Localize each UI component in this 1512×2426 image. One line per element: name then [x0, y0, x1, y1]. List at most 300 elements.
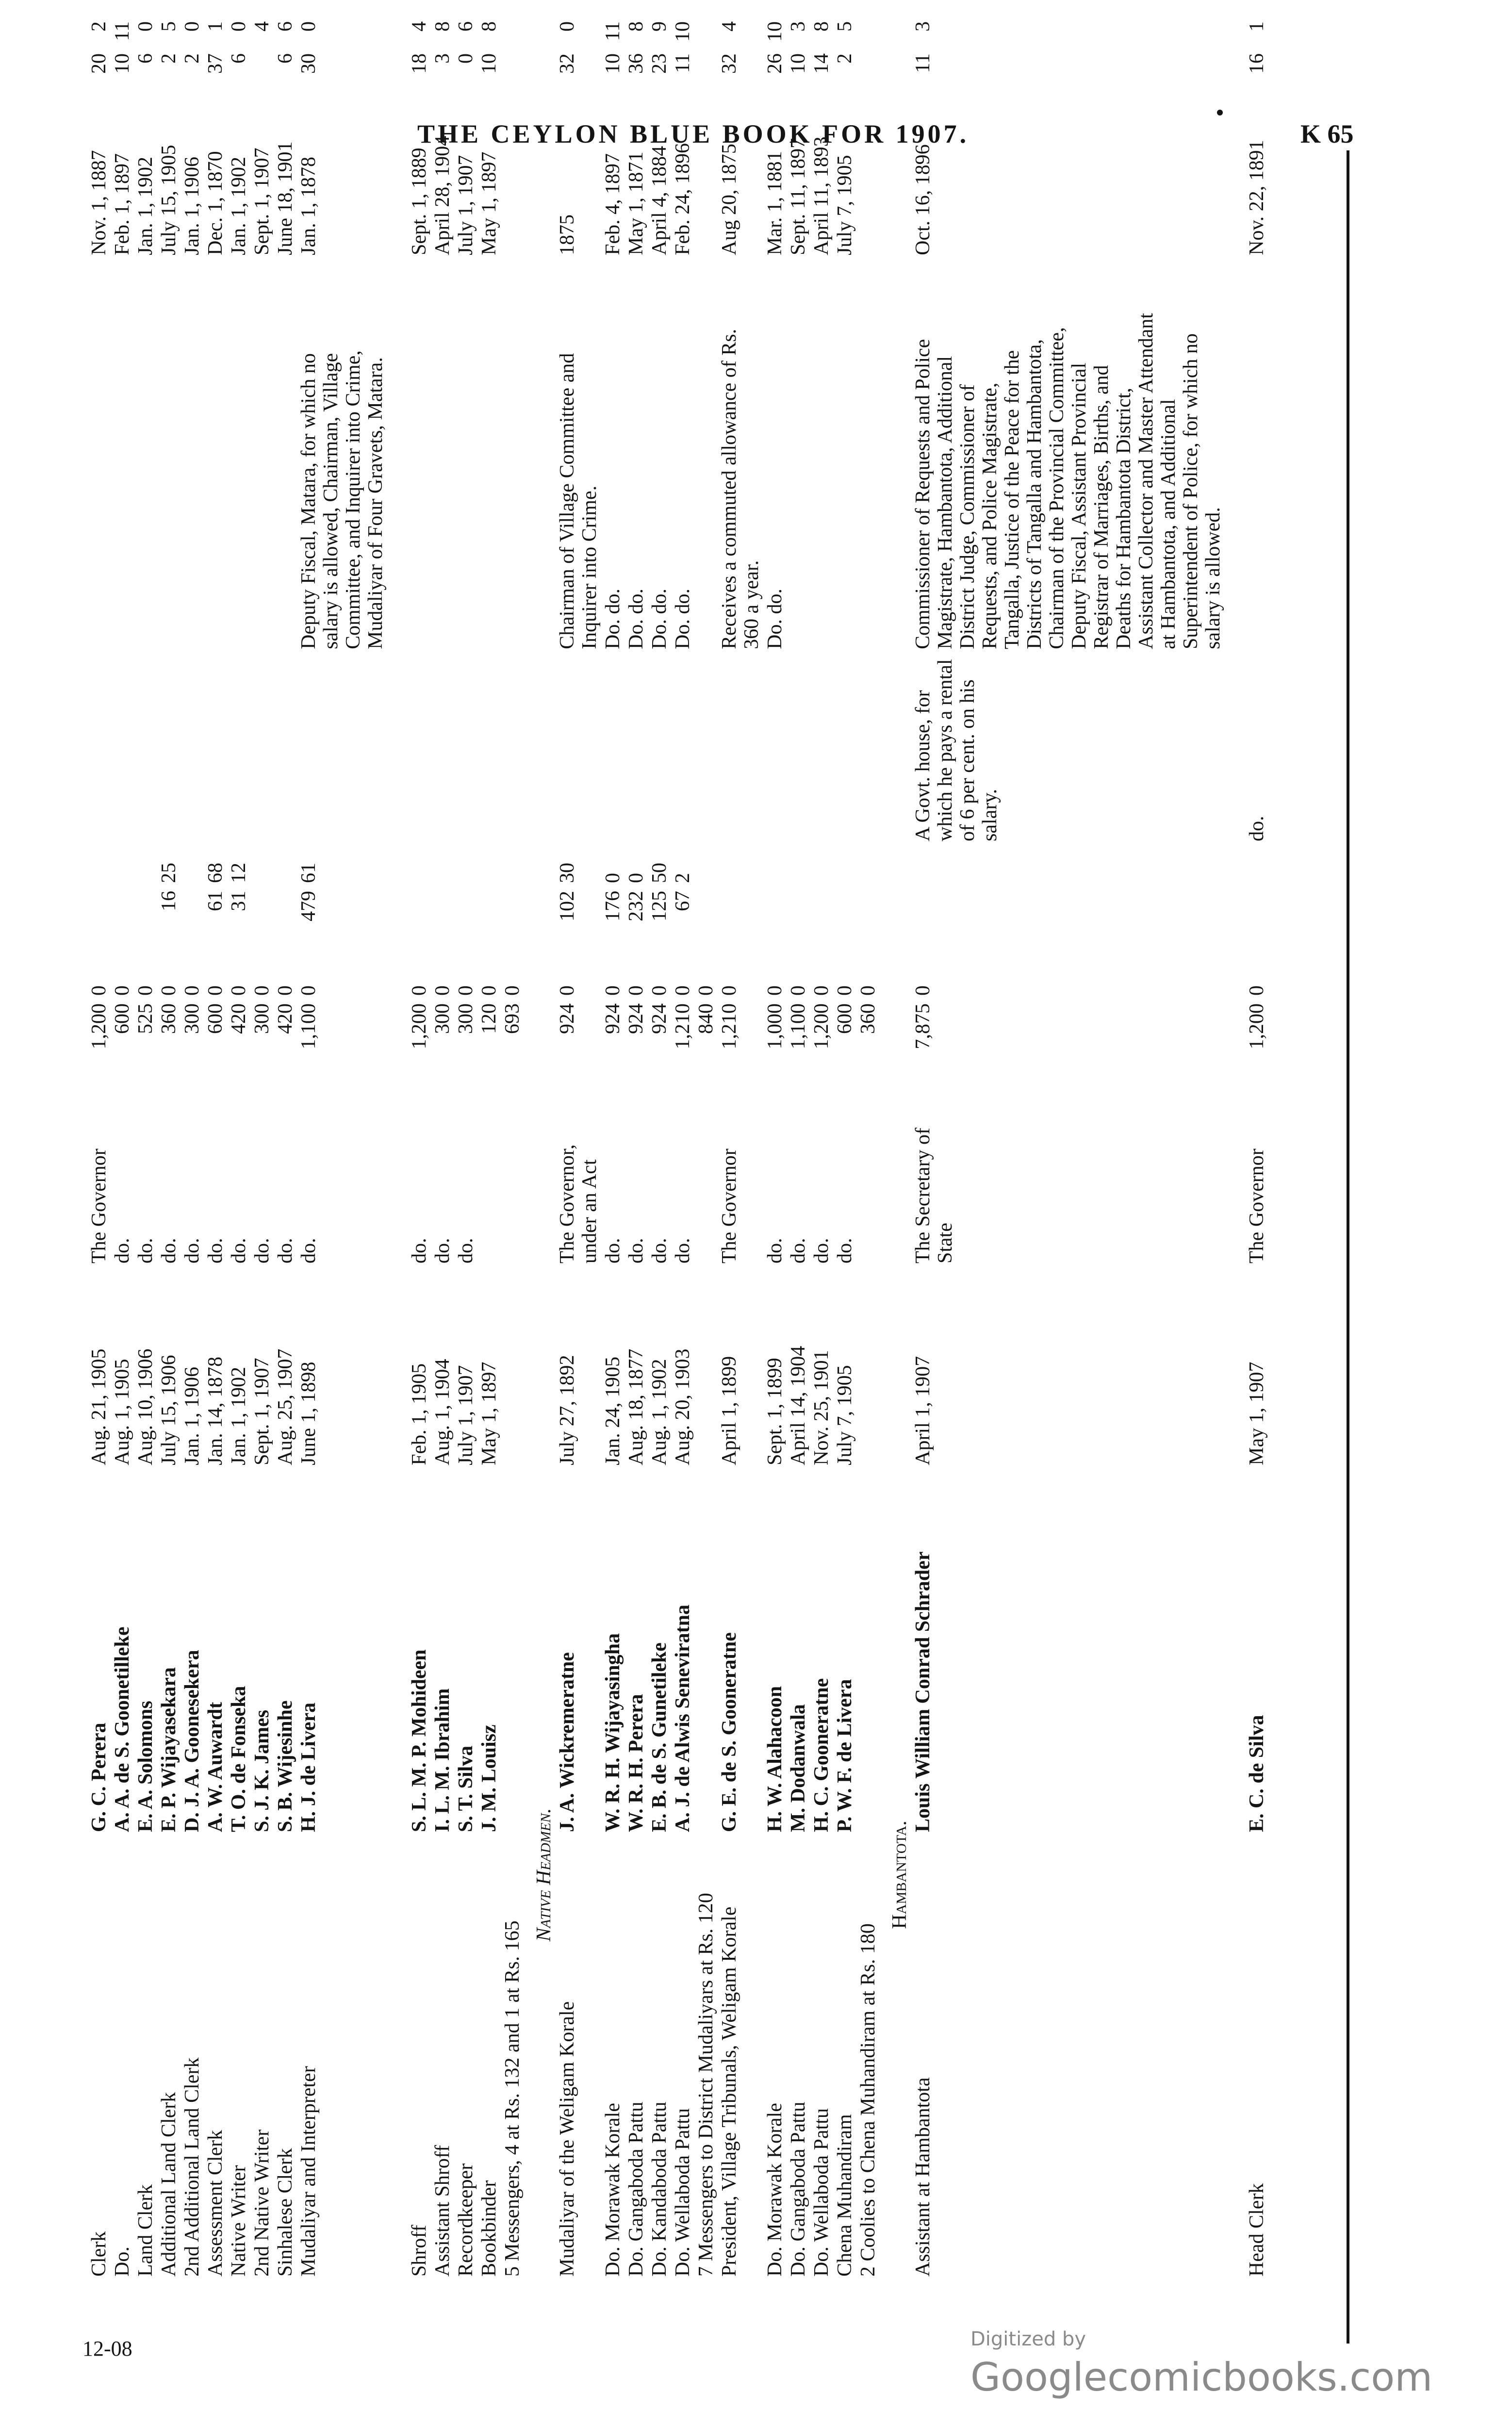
cell-other [763, 653, 787, 845]
cell-ry [856, 49, 880, 91]
cell-cs: 0 [158, 985, 180, 996]
cell-rs: 420 [274, 1003, 296, 1034]
cell-dots [1245, 259, 1268, 306]
cell-dots [87, 259, 111, 306]
table-row [431, 17, 454, 2280]
cell-first: June 18, 1901 [274, 141, 296, 255]
cell-note [856, 306, 880, 653]
cell-cs2: 68 [204, 863, 227, 883]
cell-office: Assistant at Hambantota [912, 2077, 934, 2277]
cell-note: Do. do. [764, 589, 786, 649]
cell-office: Assistant Shroff [431, 2145, 454, 2277]
table-row [1225, 17, 1245, 2280]
cell-name: P. W. F. de Livera [834, 1679, 856, 1832]
section-filler [524, 17, 556, 1469]
cell-rs2 [810, 887, 833, 958]
cell-name: G. C. Perera [88, 1722, 110, 1832]
cell-by: do. [431, 1238, 454, 1263]
cell-cs: 0 [274, 985, 296, 996]
cell-cs: 0 [718, 985, 740, 996]
cell-note: Do. do. [672, 589, 694, 649]
cell-office: Bookbinder [478, 2180, 500, 2277]
cell-cs2 [134, 845, 157, 887]
cell-rs: 600 [111, 1003, 133, 1034]
cell-appt: Aug. 1, 1902 [648, 1359, 671, 1465]
cell-office: 2nd Additional Land Clerk [181, 2057, 203, 2277]
cell-other [274, 653, 297, 845]
cell-rs: 1,100 [297, 1003, 320, 1049]
cell-rs2 [501, 887, 524, 958]
cell-appt: Aug. 1, 1904 [431, 1359, 454, 1465]
cell-office: Mudaliyar and Interpreter [297, 2066, 320, 2277]
cell-first: Jan. 1, 1906 [181, 157, 203, 255]
cell-office: Assessment Clerk [204, 2130, 227, 2277]
cell-other [87, 653, 111, 845]
cell-rs2 [833, 887, 856, 958]
cell-name [501, 1469, 524, 1836]
cell-cs2 [810, 845, 833, 887]
cell-by: do. [764, 1238, 786, 1263]
cell-rm: 0 [556, 21, 578, 32]
cell-ry: 10 [787, 53, 809, 74]
cell-name: S. J. K. James [251, 1710, 273, 1832]
watermark [970, 2310, 1512, 2400]
table-row [111, 17, 134, 2280]
cell-rm: 10 [764, 21, 786, 42]
cell-rs: 924 [602, 1003, 624, 1034]
row-spacer [387, 17, 408, 2280]
cell-first [501, 91, 524, 259]
cell-dots [501, 259, 524, 306]
staff-table-body [87, 17, 1268, 2280]
cell-by: The Secretary of State [912, 1128, 956, 1263]
cell-name: D. J. A. Goonesekera [181, 1650, 203, 1832]
watermark-mark: Google [970, 2355, 1108, 2400]
cell-by: do. [158, 1238, 180, 1263]
cell-rs: 1,210 [718, 1003, 740, 1049]
section-heading: Hambantota. [888, 1820, 911, 1929]
cell-office: 2 Coolies to Chena Muhandiram at Rs. 180 [857, 1923, 879, 2277]
cell-note [694, 306, 718, 653]
cell-name: Louis William Conrad Schrader [912, 1551, 934, 1832]
cell-other [181, 653, 204, 845]
cell-cs: 0 [625, 985, 647, 996]
cell-cs2: 50 [648, 863, 671, 883]
cell-appt: Aug. 21, 1905 [88, 1348, 110, 1465]
cell-dots [274, 259, 297, 306]
watermark-prefix: Digitized by [970, 2328, 1086, 2350]
cell-rs2: 16 [158, 891, 180, 911]
table-row [625, 17, 648, 2280]
cell-dots [181, 259, 204, 306]
cell-ry: 26 [764, 53, 786, 74]
cell-dots [601, 259, 625, 306]
cell-rm: 5 [834, 21, 856, 32]
cell-rm: 0 [297, 21, 320, 32]
cell-note [204, 306, 227, 653]
cell-by: do. [204, 1238, 227, 1263]
cell-cs: 0 [602, 985, 624, 996]
cell-ry: 11 [672, 53, 694, 73]
cell-rs: 924 [648, 1003, 671, 1034]
cell-by: do. [228, 1238, 250, 1263]
cell-appt: July 27, 1892 [556, 1355, 578, 1465]
cell-other [601, 653, 625, 845]
cell-cs2 [763, 845, 787, 887]
cell-rs: 420 [228, 1003, 250, 1034]
cell-first: Oct. 16, 1896 [912, 144, 934, 255]
cell-office: Do. Gangaboda Pattu [625, 2101, 647, 2277]
cell-rs: 300 [181, 1003, 203, 1034]
cell-other [625, 653, 648, 845]
cell-dots [477, 259, 501, 306]
table-row [87, 17, 111, 2280]
cell-cs: 0 [501, 985, 524, 996]
cell-ry: 10 [111, 53, 133, 74]
cell-cs2 [856, 845, 880, 887]
cell-first: Jan. 1, 1878 [297, 157, 320, 255]
cell-cs2 [250, 845, 274, 887]
table-row [833, 17, 856, 2280]
cell-rs: 120 [478, 1003, 500, 1034]
cell-dots [431, 259, 454, 306]
cell-cs: 0 [181, 985, 203, 996]
cell-ry: 20 [88, 53, 110, 74]
cell-by: do. [834, 1238, 856, 1263]
cell-appt: Nov. 25, 1901 [810, 1350, 833, 1465]
cell-rs2: 31 [228, 891, 250, 911]
cell-note [87, 306, 111, 653]
cell-first: Jan. 1, 1902 [134, 157, 157, 255]
cell-rs2 [718, 887, 763, 958]
cell-appt: Aug. 20, 1903 [672, 1348, 694, 1465]
cell-rs: 7,875 [912, 1003, 934, 1049]
cell-dots [763, 259, 787, 306]
cell-ry: 10 [602, 53, 624, 74]
cell-cs: 0 [478, 985, 500, 996]
table-row [911, 17, 1225, 2280]
cell-cs2: 0 [602, 873, 624, 883]
cell-rs: 1,100 [787, 1003, 809, 1049]
cell-other [856, 653, 880, 845]
cell-by: do. [111, 1238, 133, 1263]
cell-appt: May 1, 1897 [478, 1361, 500, 1465]
cell-ry: 6 [274, 53, 296, 64]
cell-cs: 0 [764, 985, 786, 996]
cell-rm: 0 [134, 21, 157, 32]
cell-cs2: 12 [228, 863, 250, 883]
cell-appt: April 14, 1904 [787, 1345, 809, 1465]
cell-cs2 [1245, 845, 1268, 887]
cell-rm: 0 [181, 21, 203, 32]
cell-office: 2nd Native Writer [251, 2129, 273, 2277]
cell-appt: Sept. 1, 1899 [764, 1358, 786, 1465]
cell-appt: Aug. 10, 1906 [134, 1348, 157, 1465]
cell-first: Sept. 1, 1889 [408, 148, 430, 255]
cell-appt: June 1, 1898 [297, 1361, 320, 1465]
cell-note [134, 306, 157, 653]
cell-dots [911, 259, 1225, 306]
cell-ry: 14 [810, 53, 833, 74]
cell-appt: July 7, 1905 [834, 1365, 856, 1465]
cell-office: Recordkeeper [455, 2163, 477, 2277]
section-heading: Native Headmen. [533, 1808, 555, 1942]
cell-appt: July 15, 1906 [158, 1355, 180, 1465]
table-row [454, 17, 477, 2280]
cell-appt: Aug. 1, 1905 [111, 1359, 133, 1465]
cell-ry: 2 [834, 53, 856, 64]
cell-office: Additional Land Clerk [158, 2092, 180, 2277]
cell-first: May 1, 1871 [625, 151, 647, 255]
cell-cs: 0 [251, 985, 273, 996]
cell-dots [250, 259, 274, 306]
cell-other [556, 653, 601, 845]
cell-by: do. [455, 1238, 477, 1263]
cell-cs: 0 [1246, 985, 1268, 996]
table-row [408, 17, 431, 2280]
cell-first: Dec. 1, 1870 [204, 151, 227, 255]
cell-cs: 0 [648, 985, 671, 996]
table-row [810, 17, 833, 2280]
table-row [694, 17, 718, 2280]
cell-cs2 [111, 845, 134, 887]
cell-name [856, 1469, 880, 1836]
cell-rs: 1,000 [764, 1003, 786, 1049]
cell-by: The Governor, under an Act [556, 1144, 601, 1263]
table-row [763, 17, 787, 2280]
cell-cs2 [718, 845, 763, 887]
cell-name: H. W. Alahacoon [764, 1686, 786, 1832]
cell-by [694, 1099, 718, 1267]
cell-cs2 [408, 845, 431, 887]
cell-ry: 23 [648, 53, 671, 74]
cell-office: Do. Morawak Korale [602, 2102, 624, 2277]
cell-cs: 0 [912, 985, 934, 996]
cell-other [157, 653, 181, 845]
cell-other [477, 653, 501, 845]
cell-name: J. M. Louisz [478, 1724, 500, 1832]
cell-ry: 37 [204, 53, 227, 74]
cell-appt: Jan. 1, 1906 [181, 1367, 203, 1465]
cell-by [477, 1099, 501, 1267]
table-row [880, 17, 911, 2280]
cell-dots [810, 259, 833, 306]
cell-rs2 [911, 887, 1225, 958]
cell-other [648, 653, 671, 845]
cell-rs2: 176 [602, 891, 624, 921]
cell-name: H. J. de Livera [297, 1702, 320, 1832]
cell-cs2 [431, 845, 454, 887]
cell-first: Feb. 4, 1897 [602, 153, 624, 255]
cell-office: Chena Muhandiram [834, 2114, 856, 2277]
cell-ry: 0 [455, 53, 477, 64]
cell-note: Commissioner of Requests and Police Magistrate, Hambantota, Additional District Judge, Commissioner of Requests, and Police Magistrate, Tangalla, Justice of the Peace for the Districts of Tangalla and Hambantota, Chairman of the Provincial Committee, Deputy Fiscal, Assistant Provincial Registrar of Marriages, Births, and Deaths for Hambantota District, Assistant Collector and Master Attendant at Hambantota, and Additional Superintendent of Police, for which no salary is allowed. [912, 313, 1224, 649]
cell-cs2: 2 [672, 873, 694, 883]
cell-note [227, 306, 250, 653]
cell-dots [297, 259, 387, 306]
cell-name: E. B. de S. Gunetileke [648, 1642, 671, 1832]
cell-cs2: 30 [556, 863, 578, 883]
table-row [477, 17, 501, 2280]
cell-note [431, 306, 454, 653]
cell-rm: 6 [274, 21, 296, 32]
cell-rs: 924 [556, 1003, 578, 1034]
cell-appt [501, 1267, 524, 1469]
cell-cs: 0 [834, 985, 856, 996]
cell-first: Nov. 1, 1887 [88, 150, 110, 255]
print-code: 12-08 [82, 2337, 132, 2360]
cell-by: do. [648, 1238, 671, 1263]
cell-ry: 36 [625, 53, 647, 74]
cell-rm: 11 [602, 21, 624, 41]
cell-cs: 0 [556, 985, 578, 996]
cell-note [250, 306, 274, 653]
cell-note: Receives a commuted allowance of Rs. 360 a year. [718, 328, 763, 649]
cell-rs2: 479 [297, 891, 320, 921]
cell-appt: July 1, 1907 [455, 1365, 477, 1465]
cell-cs: 0 [455, 985, 477, 996]
cell-office: Native Writer [228, 2165, 250, 2277]
cell-by [501, 1099, 524, 1267]
cell-by: The Governor [88, 1148, 110, 1263]
cell-rs2 [134, 887, 157, 958]
cell-first: Sept. 1, 1907 [251, 148, 273, 255]
cell-appt [856, 1267, 880, 1469]
table-row [601, 17, 625, 2280]
table-row [1245, 17, 1268, 2280]
cell-note: Deputy Fiscal, Matara, for which no salary is allowed, Chairman, Village Committee, and Inquirer into Crime, Mudaliyar of Four Gravets, Matara. [297, 350, 387, 649]
cell-appt: Jan. 1, 1902 [228, 1367, 250, 1465]
cell-rm: 9 [648, 21, 671, 32]
cell-office: Do. Wellaboda Pattu [672, 2108, 694, 2277]
cell-cs: 0 [111, 985, 133, 996]
cell-rs2 [408, 887, 431, 958]
cell-first: April 11, 1893 [810, 136, 833, 255]
cell-dots [648, 259, 671, 306]
cell-name: G. E. de S. Gooneratne [718, 1632, 740, 1832]
cell-dots [856, 259, 880, 306]
cell-first: April 28, 1904 [431, 135, 454, 255]
cell-other [501, 653, 524, 845]
cell-by: do. [672, 1238, 694, 1263]
cell-other [694, 653, 718, 845]
cell-cs2: 61 [297, 863, 320, 883]
cell-rm: 8 [625, 21, 647, 32]
cell-name: I. L. M. Ibrahim [431, 1688, 454, 1832]
cell-office: Clerk [88, 2231, 110, 2277]
cell-by: do. [297, 1238, 320, 1263]
cell-rs2 [694, 887, 718, 958]
cell-rs: 840 [695, 1003, 717, 1034]
cell-other [431, 653, 454, 845]
cell-by: do. [602, 1238, 624, 1263]
cell-other: A Govt. house, for which he pays a rental of 6 per cent. on his salary. [912, 659, 1001, 841]
cell-ry: 30 [297, 53, 320, 74]
cell-rs2: 61 [204, 891, 227, 911]
cell-first: Nov. 22, 1891 [1246, 140, 1268, 255]
cell-rm [856, 17, 880, 49]
cell-dots [718, 259, 763, 306]
cell-note [274, 306, 297, 653]
cell-rs: 300 [455, 1003, 477, 1034]
cell-note [810, 306, 833, 653]
cell-office: Do. [111, 2246, 133, 2277]
cell-office: 7 Messengers to District Mudaliyars at Rs. 120 [695, 1893, 717, 2277]
cell-appt: Jan. 14, 1878 [204, 1357, 227, 1465]
cell-note: Do. do. [602, 589, 624, 649]
cell-rs: 924 [625, 1003, 647, 1034]
cell-ry: 10 [478, 53, 500, 74]
cell-by: do. [251, 1238, 273, 1263]
cell-note [157, 306, 181, 653]
cell-rs2 [111, 887, 134, 958]
cell-rm: 4 [408, 21, 430, 32]
cell-name: E. A. Solomons [134, 1701, 157, 1832]
cell-other [111, 653, 134, 845]
cell-rm: 3 [787, 21, 809, 32]
cell-office: Do. Morawak Korale [764, 2102, 786, 2277]
cell-rm: 3 [912, 21, 934, 32]
cell-other [408, 653, 431, 845]
cell-note: Do. do. [625, 589, 647, 649]
cell-cs: 0 [787, 985, 809, 996]
cell-rs: 360 [158, 1003, 180, 1034]
cell-by: do. [625, 1238, 647, 1263]
table-row [227, 17, 250, 2280]
margin-rule [1347, 150, 1349, 2344]
cell-by: do. [810, 1238, 833, 1263]
cell-by: do. [787, 1238, 809, 1263]
cell-cs: 0 [810, 985, 833, 996]
cell-cs2: 25 [158, 863, 180, 883]
cell-by: The Governor [718, 1148, 740, 1263]
cell-note [787, 306, 810, 653]
cell-first [856, 91, 880, 259]
cell-cs2 [787, 845, 810, 887]
cell-rs: 360 [857, 1003, 879, 1034]
cell-note [454, 306, 477, 653]
cell-appt: Sept. 1, 1907 [251, 1358, 273, 1465]
cell-name: T. O. de Fonseka [228, 1686, 250, 1832]
table-row [718, 17, 763, 2280]
cell-rm: 5 [158, 21, 180, 32]
cell-rs2 [477, 887, 501, 958]
cell-other [454, 653, 477, 845]
table-row [856, 17, 880, 2280]
cell-other [250, 653, 274, 845]
cell-rs: 300 [431, 1003, 454, 1034]
cell-rs2 [454, 887, 477, 958]
cell-cs: 0 [204, 985, 227, 996]
cell-by: do. [274, 1238, 296, 1263]
cell-other [134, 653, 157, 845]
cell-appt: May 1, 1907 [1246, 1361, 1268, 1465]
cell-ry: 6 [228, 53, 250, 64]
cell-note [181, 306, 204, 653]
cell-first: Sept. 11, 1897 [787, 138, 809, 255]
cell-first: Jan. 1, 1902 [228, 157, 250, 255]
cell-rm: 4 [718, 21, 740, 32]
cell-other [833, 653, 856, 845]
cell-dots [556, 259, 601, 306]
cell-note: Chairman of Village Committee and Inquirer into Crime. [556, 353, 601, 649]
cell-ry: 32 [718, 53, 740, 74]
cell-by: do. [134, 1238, 157, 1263]
cell-cs2 [454, 845, 477, 887]
cell-rs: 1,200 [408, 1003, 430, 1049]
cell-office: President, Village Tribunals, Weligam Korale [718, 1906, 740, 2277]
cell-appt: Aug. 18, 1877 [625, 1348, 647, 1465]
